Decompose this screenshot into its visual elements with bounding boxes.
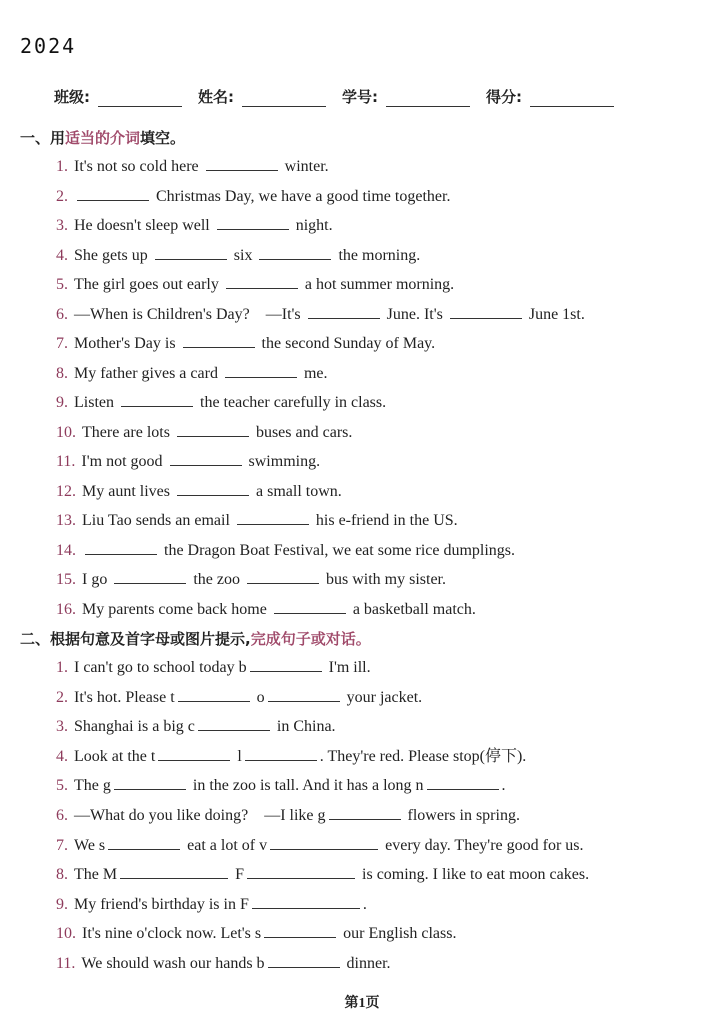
answer-blank[interactable] (250, 657, 322, 672)
question-text: the second Sunday of May. (257, 335, 436, 352)
question-item (56, 805, 520, 826)
question-text: in the zoo is tall. And it has a long n (188, 777, 424, 795)
question-number: 12. (56, 482, 76, 500)
question-text: She gets up (74, 246, 152, 264)
question-text: buses and cars. (251, 423, 353, 441)
student-info-row (54, 86, 630, 107)
question-text: I'm not good (81, 453, 167, 470)
question-text: My parents come back home (82, 600, 271, 618)
question-item (56, 864, 589, 885)
question-item (56, 569, 446, 590)
student-id-label: 学号: (342, 88, 378, 106)
answer-blank[interactable] (274, 599, 346, 614)
answer-blank[interactable] (247, 569, 319, 584)
class-label: 班级: (54, 88, 90, 106)
year-label: 2024 (20, 34, 77, 58)
question-text: me. (299, 364, 328, 382)
answer-blank[interactable] (183, 333, 255, 348)
question-text: is coming. I like to eat moon cakes. (358, 866, 590, 884)
heading-text: 二、根据句意及首字母或图片提示, (20, 630, 251, 648)
answer-blank[interactable] (329, 805, 401, 820)
question-text: —When is Children's Day? —It's (74, 305, 305, 323)
question-item (56, 363, 327, 384)
question-number: 9. (56, 895, 68, 913)
question-text: My father gives a card (74, 364, 222, 382)
question-number: 4. (56, 747, 68, 765)
question-number: 1. (56, 659, 68, 676)
question-text: l (233, 747, 242, 765)
question-item (56, 687, 422, 708)
answer-blank[interactable] (252, 894, 360, 909)
question-text: his e-friend in the US. (311, 512, 458, 529)
question-number: 13. (56, 512, 76, 529)
question-number: 10. (56, 423, 76, 441)
answer-blank[interactable] (178, 687, 250, 702)
score-field (486, 86, 614, 107)
question-text: I go (82, 571, 112, 588)
question-item (56, 775, 506, 796)
question-text: Liu Tao sends an email (82, 512, 234, 529)
question-text: the morning. (334, 246, 421, 264)
question-text: . (362, 895, 367, 913)
answer-blank[interactable] (170, 451, 242, 466)
answer-blank[interactable] (114, 569, 186, 584)
question-number: 4. (56, 246, 68, 264)
question-number: 7. (56, 836, 68, 854)
question-item (56, 481, 342, 502)
question-number: 8. (56, 866, 68, 884)
question-item (56, 156, 329, 177)
name-field (198, 86, 326, 107)
question-item (56, 746, 526, 767)
question-number: 6. (56, 305, 68, 323)
question-number: 11. (56, 955, 76, 972)
question-item (56, 716, 336, 737)
question-number: 15. (56, 571, 76, 588)
question-text: a hot summer morning. (300, 276, 455, 293)
answer-blank[interactable] (268, 687, 340, 702)
question-number: 6. (56, 807, 68, 824)
question-item (56, 835, 584, 856)
question-text: Christmas Day, we have a good time together. (152, 187, 451, 205)
question-text: a small town. (252, 482, 342, 500)
question-item (56, 599, 476, 620)
score-label: 得分: (486, 88, 522, 106)
question-number: 3. (56, 718, 68, 736)
question-text: winter. (280, 158, 329, 175)
question-text: My aunt lives (82, 482, 174, 500)
question-text: It's not so cold here (74, 158, 203, 175)
answer-blank[interactable] (237, 510, 309, 525)
answer-blank[interactable] (225, 363, 297, 378)
question-text: . They're red. Please stop(停下). (319, 747, 527, 765)
question-item (56, 304, 585, 325)
answer-blank[interactable] (245, 746, 317, 761)
question-item (56, 186, 450, 207)
question-number: 1. (56, 158, 68, 175)
question-number: 2. (56, 688, 68, 706)
question-text: We should wash our hands b (81, 955, 265, 972)
heading-text: 填空。 (140, 129, 186, 147)
answer-blank[interactable] (177, 422, 249, 437)
student-id-input-line[interactable] (386, 90, 470, 107)
question-text: . (501, 777, 506, 795)
question-text: the Dragon Boat Festival, we eat some rice dumplings. (160, 541, 516, 559)
question-text: Mother's Day is (74, 335, 180, 352)
question-number: 14. (56, 541, 76, 559)
question-number: 10. (56, 925, 76, 943)
question-number: 5. (56, 276, 68, 293)
question-number: 9. (56, 394, 68, 411)
question-number: 3. (56, 217, 68, 234)
question-text: Shanghai is a big c (74, 718, 195, 736)
answer-blank[interactable] (427, 775, 499, 790)
question-text: I can't go to school today b (74, 659, 247, 676)
question-text: the teacher carefully in class. (196, 394, 387, 411)
question-item (56, 923, 456, 944)
question-text: F (231, 866, 245, 884)
question-text: My friend's birthday is in F (74, 895, 249, 913)
answer-blank[interactable] (247, 864, 355, 879)
question-text: in China. (272, 718, 336, 736)
question-text: o (252, 688, 265, 706)
question-text: The girl goes out early (74, 276, 223, 293)
student-id-field (342, 86, 470, 107)
question-text: your jacket. (342, 688, 423, 706)
question-text: eat a lot of v (183, 836, 268, 854)
question-item (56, 510, 458, 531)
answer-blank[interactable] (108, 835, 180, 850)
question-item (56, 333, 435, 354)
question-number: 5. (56, 777, 68, 795)
question-number: 2. (56, 187, 68, 205)
answer-blank[interactable] (450, 304, 522, 319)
question-text: Look at the t (74, 747, 156, 765)
answer-blank[interactable] (198, 716, 270, 731)
question-item (56, 215, 333, 236)
question-text: —What do you like doing? —I like g (74, 807, 326, 824)
question-text: It's hot. Please t (74, 688, 175, 706)
question-item (56, 657, 371, 678)
question-text: He doesn't sleep well (74, 217, 214, 234)
answer-blank[interactable] (155, 245, 227, 260)
answer-blank[interactable] (85, 540, 157, 555)
answer-blank[interactable] (270, 835, 378, 850)
question-number: 11. (56, 453, 76, 470)
section2-heading (20, 628, 371, 649)
answer-blank[interactable] (308, 304, 380, 319)
page-number: 第1页 (344, 996, 380, 1011)
answer-blank[interactable] (177, 481, 249, 496)
answer-blank[interactable] (206, 156, 278, 171)
question-item (56, 540, 515, 561)
answer-blank[interactable] (217, 215, 289, 230)
question-number: 8. (56, 364, 68, 382)
question-text: June. It's (382, 305, 447, 323)
question-text: The M (74, 866, 118, 884)
question-text: night. (291, 217, 333, 234)
question-text: six (229, 246, 257, 264)
question-text: I'm ill. (324, 659, 371, 676)
answer-blank[interactable] (120, 864, 228, 879)
class-field (54, 86, 182, 107)
question-text: dinner. (342, 955, 391, 972)
section1-heading (20, 127, 185, 148)
name-label: 姓名: (198, 88, 234, 106)
question-item (56, 953, 391, 974)
question-text: the zoo (189, 571, 244, 588)
heading-highlight: 完成句子或对话。 (250, 630, 371, 648)
score-input-line[interactable] (530, 90, 614, 107)
question-text: Listen (74, 394, 118, 411)
question-item (56, 245, 420, 266)
heading-text: 一、用 (20, 129, 66, 147)
question-text: swimming. (244, 453, 321, 470)
question-text: There are lots (82, 423, 174, 441)
question-text: a basketball match. (348, 600, 476, 618)
answer-blank[interactable] (259, 245, 331, 260)
answer-blank[interactable] (114, 775, 186, 790)
answer-blank[interactable] (264, 923, 336, 938)
question-text: our English class. (339, 925, 457, 943)
question-number: 16. (56, 600, 76, 618)
answer-blank[interactable] (77, 186, 149, 201)
answer-blank[interactable] (121, 392, 193, 407)
answer-blank[interactable] (158, 746, 230, 761)
question-item (56, 894, 367, 915)
question-text: bus with my sister. (321, 571, 446, 588)
name-input-line[interactable] (242, 90, 326, 107)
question-text: every day. They're good for us. (381, 836, 584, 854)
question-text: June 1st. (524, 305, 585, 323)
question-text: flowers in spring. (403, 807, 520, 824)
question-text: It's nine o'clock now. Let's s (82, 925, 262, 943)
question-text: We s (74, 836, 106, 854)
question-item (56, 451, 320, 472)
question-item (56, 274, 454, 295)
heading-highlight: 适当的介词 (65, 129, 141, 147)
question-text: The g (74, 777, 111, 795)
class-input-line[interactable] (98, 90, 182, 107)
answer-blank[interactable] (268, 953, 340, 968)
answer-blank[interactable] (226, 274, 298, 289)
question-number: 7. (56, 335, 68, 352)
question-item (56, 422, 352, 443)
question-item (56, 392, 386, 413)
